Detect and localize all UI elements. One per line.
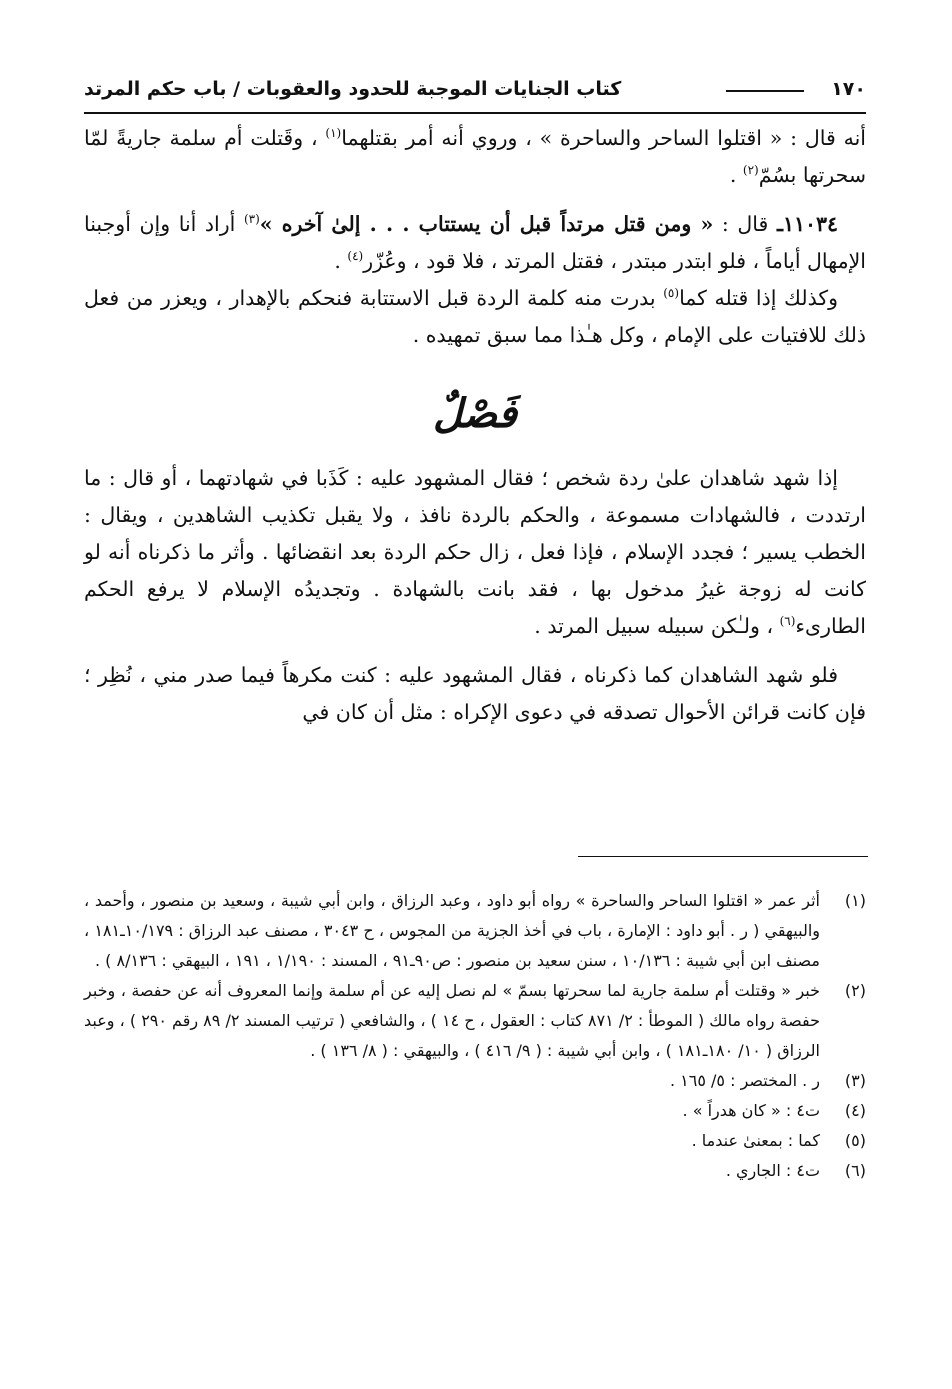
- footnotes: [84, 886, 866, 1186]
- page-number: ١٧٠: [831, 78, 866, 100]
- paragraph-4: إذا شهد شاهدان علىٰ ردة شخص ؛ فقال المشهود عليه : كَذَبا في شهادتهما ، أو قال : ما ارتددت ، فالشهادات مسموعة ، والحكم بالردة نافذ ، ولا يقبل تكذيب الشاهدين ، ويقال : الخطب يسير ؛ فجدد الإسلام ، فإذا فعل ، زال حكم الردة بعد انقضائها . وأثر ما ذكرناه أنه لو كانت له زوجة غيرُ مدخول بها ، فقد بانت بالشهادة . وتجديدُه الإسلام لا يرفع الحكم الطارىء$^{(٦)}$ ، ولـٰكن سبيله سبيل المرتد .: [84, 466, 866, 638]
- footnote-ref-6[interactable]: (٦): [779, 614, 796, 629]
- header-title: كتاب الجنايات الموجبة للحدود والعقوبات / باب حكم المرتد: [84, 78, 622, 100]
- footnote-ref-2[interactable]: (٢): [742, 163, 759, 178]
- paragraph-3: وكذلك إذا قتله كما$^{(٥)}$ بدرت منه كلمة الردة قبل الاستتابة فنحكم بالإهدار ، ويعزر من فعل ذلك للافتيات على الإمام ، وكل هـٰذا مما سبق تمهيده .: [84, 286, 866, 347]
- footnote-3: (٣) ر . المختصر : ٥/ ١٦٥ .: [669, 1071, 866, 1090]
- footnote-ref-4[interactable]: (٤): [347, 249, 364, 264]
- running-header: [84, 72, 866, 114]
- section-title: فَصْلٌ: [432, 390, 518, 437]
- footnote-2: (٢) خبر « وقتلت أم سلمة جارية لما سحرتها بسمّ » لم نصل إليه عن أم سلمة وإنما المعروف أنه عن حفصة ، وخبر حفصة رواه مالك ( الموطأ : ٢/ ٨٧١ كتاب : العقول ، ح ١٤ ) ، والشافعي ( ترتيب المسند ٢/ ٨٩ رقم ٢٩٠ ) ، وعبد الرزاق ( ١٠/ ١٨٠ـ١٨١ ) ، وابن أبي شيبة : ( ٩/ ٤١٦ ) ، والبيهقي : ( ٨/ ١٣٦ ) .: [84, 981, 866, 1060]
- issue-number: ١١٠٣٤ـ: [776, 212, 839, 236]
- paragraph-5: فلو شهد الشاهدان كما ذكرناه ، فقال المشهود عليه : كنت مكرهاً فيما صدر مني ، نُظِر ؛ فإن كانت قرائن الأحوال تصدقه في دعوى الإكراه : مثل أن كان في: [84, 663, 866, 724]
- footnote-6: (٦) ت٤ : الجاري .: [725, 1161, 866, 1180]
- quoted-text: « ومن قتل مرتداً قبل أن يستتاب . . . إلىٰ آخره »: [259, 212, 714, 236]
- section-heading: [84, 384, 866, 446]
- footnote-ref-3[interactable]: (٣): [243, 212, 260, 227]
- footnote-1: (١) أثر عمر « اقتلوا الساحر والساحرة » رواه أبو داود ، وعبد الرزاق ، وابن أبي شيبة ، وسعيد بن منصور ، وأحمد ، والبيهقي ( ر . أبو داود : الإمارة ، باب في أخذ الجزية من المجوس ، ح ٣٠٤٣ ، مصنف عبد الرزاق : ١٠/١٧٩ـ١٨١ ، مصنف ابن أبي شيبة : ١٠/١٣٦ ، سنن سعيد بن منصور : ص٩٠ـ٩١ ، المسند : ١/١٩٠ ، ١٩١ ، البيهقي : ٨/١٣٦ ) .: [84, 891, 866, 970]
- footnote-5: (٥) كما : بمعنىٰ عندما .: [691, 1131, 866, 1150]
- footnote-ref-1[interactable]: (١): [325, 126, 342, 141]
- footnote-divider: [578, 856, 868, 857]
- footnote-4: (٤) ت٤ : « كان هدراً » .: [682, 1101, 866, 1120]
- paragraph-2: ١١٠٣٤ـ قال : « ومن قتل مرتداً قبل أن يستتاب . . . إلىٰ آخره »$^{(٣)}$ أراد أنا وإن أوجبنا الإمهال أياماً ، فلو ابتدر مبتدر ، فقتل المرتد ، فلا قود ، وعُزّر$^{(٤)}$ .: [84, 212, 866, 273]
- page-body: [84, 72, 866, 731]
- paragraph-1: أنه قال : « اقتلوا الساحر والساحرة » ، وروي أنه أمر بقتلهما$^{(١)}$ ، وقَتلت أم سلمة جاريةً لمّا سحرتها بسُمّ$^{(٢)}$ .: [84, 126, 866, 187]
- footnote-ref-5[interactable]: (٥): [663, 286, 680, 301]
- header-dash: [726, 90, 804, 92]
